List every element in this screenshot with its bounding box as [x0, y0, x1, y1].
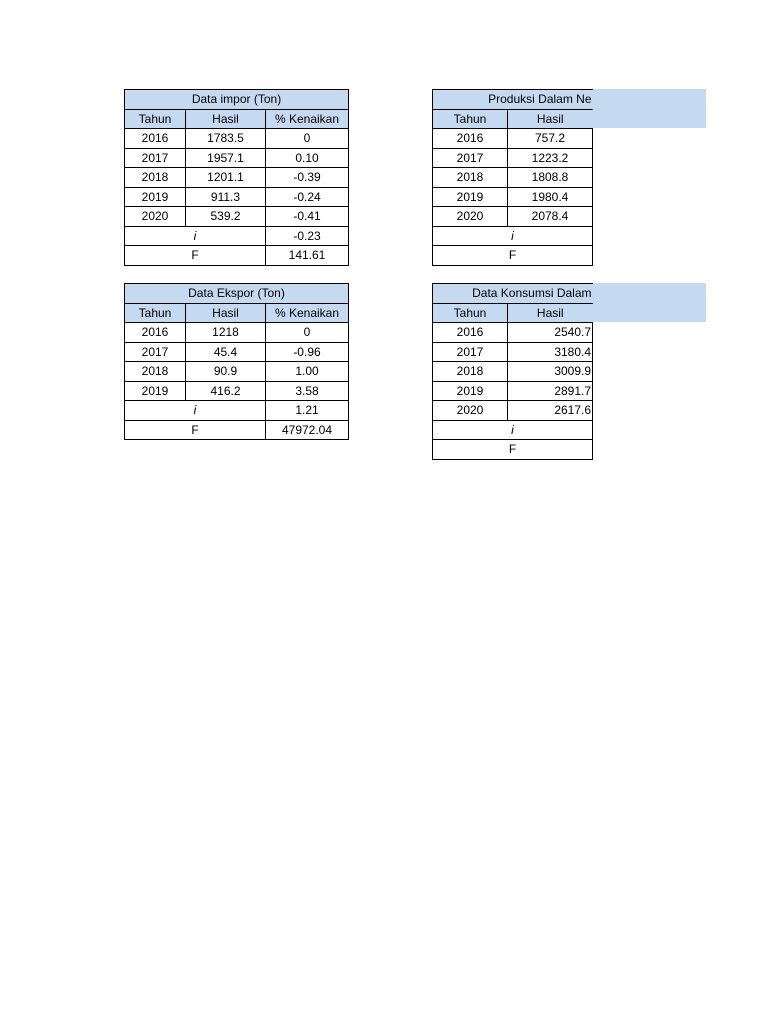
- table-row: [433, 207, 593, 227]
- column-header-tahun[interactable]: Tahun: [433, 303, 508, 323]
- cell-tahun[interactable]: 2017: [125, 148, 186, 168]
- table-title-row: [125, 90, 349, 110]
- cell-kenaikan[interactable]: -0.41: [266, 207, 349, 227]
- i-row: [125, 226, 349, 246]
- column-header-hasil[interactable]: Hasil: [508, 303, 593, 323]
- cell-hasil[interactable]: 2617.6: [508, 401, 593, 421]
- cell-tahun[interactable]: 2016: [433, 323, 508, 343]
- i-row: [433, 226, 593, 246]
- column-header-hasil[interactable]: Hasil: [186, 109, 266, 129]
- f-value[interactable]: 47972.04: [266, 420, 349, 440]
- table-row: [433, 323, 593, 343]
- cell-tahun[interactable]: 2018: [433, 168, 508, 188]
- table-header-row: [125, 109, 349, 129]
- cell-kenaikan[interactable]: 0: [266, 323, 349, 343]
- i-label[interactable]: i: [125, 401, 266, 421]
- table-row: [125, 148, 349, 168]
- f-row: [125, 246, 349, 266]
- cell-tahun[interactable]: 2017: [433, 342, 508, 362]
- cell-hasil[interactable]: 1783.5: [186, 129, 266, 149]
- f-label[interactable]: F: [433, 246, 593, 266]
- cell-kenaikan[interactable]: 1.00: [266, 362, 349, 382]
- cell-tahun[interactable]: 2019: [125, 187, 186, 207]
- cell-hasil[interactable]: 3009.9: [508, 362, 593, 382]
- cell-tahun[interactable]: 2018: [433, 362, 508, 382]
- cell-hasil[interactable]: 90.9: [186, 362, 266, 382]
- column-header-hasil[interactable]: Hasil: [508, 109, 593, 129]
- column-header-kenaikan[interactable]: % Kenaikan: [266, 303, 349, 323]
- i-row: [125, 401, 349, 421]
- cell-hasil[interactable]: 1957.1: [186, 148, 266, 168]
- ekspor-table: [124, 283, 349, 440]
- produksi-header-fill: [592, 89, 706, 128]
- cell-kenaikan[interactable]: -0.96: [266, 342, 349, 362]
- f-row: [125, 420, 349, 440]
- column-header-tahun[interactable]: Tahun: [433, 109, 508, 129]
- cell-hasil[interactable]: 757.2: [508, 129, 593, 149]
- produksi-table: [432, 89, 593, 266]
- impor-table: [124, 89, 349, 266]
- table-row: [433, 129, 593, 149]
- cell-kenaikan[interactable]: -0.39: [266, 168, 349, 188]
- cell-hasil[interactable]: 1223.2: [508, 148, 593, 168]
- f-label[interactable]: F: [125, 246, 266, 266]
- table-row: [125, 129, 349, 149]
- table-header-row: [125, 303, 349, 323]
- i-value[interactable]: -0.23: [266, 226, 349, 246]
- i-row: [433, 420, 593, 440]
- cell-tahun[interactable]: 2016: [125, 129, 186, 149]
- produksi-title[interactable]: Produksi Dalam Ne: [433, 90, 593, 110]
- cell-tahun[interactable]: 2018: [125, 168, 186, 188]
- table-row: [433, 148, 593, 168]
- ekspor-title[interactable]: Data Ekspor (Ton): [125, 284, 349, 304]
- i-label[interactable]: i: [125, 226, 266, 246]
- table-row: [125, 168, 349, 188]
- konsumsi-table: [432, 283, 593, 460]
- cell-hasil[interactable]: 2078.4: [508, 207, 593, 227]
- cell-tahun[interactable]: 2020: [125, 207, 186, 227]
- cell-hasil[interactable]: 2891.7: [508, 381, 593, 401]
- table-header-row: [433, 303, 593, 323]
- table-row: [433, 381, 593, 401]
- cell-tahun[interactable]: 2019: [433, 381, 508, 401]
- cell-hasil[interactable]: 911.3: [186, 187, 266, 207]
- table-row: [125, 381, 349, 401]
- cell-hasil[interactable]: 1218: [186, 323, 266, 343]
- cell-tahun[interactable]: 2019: [433, 187, 508, 207]
- table-title-row: [433, 284, 593, 304]
- cell-tahun[interactable]: 2016: [125, 323, 186, 343]
- table-row: [125, 362, 349, 382]
- cell-hasil[interactable]: 45.4: [186, 342, 266, 362]
- cell-hasil[interactable]: 539.2: [186, 207, 266, 227]
- konsumsi-header-fill: [592, 283, 706, 322]
- i-value[interactable]: 1.21: [266, 401, 349, 421]
- i-label[interactable]: i: [433, 420, 593, 440]
- table-row: [433, 187, 593, 207]
- cell-tahun[interactable]: 2016: [433, 129, 508, 149]
- column-header-tahun[interactable]: Tahun: [125, 303, 186, 323]
- cell-hasil[interactable]: 416.2: [186, 381, 266, 401]
- table-row: [125, 207, 349, 227]
- table-title-row: [125, 284, 349, 304]
- cell-hasil[interactable]: 1808.8: [508, 168, 593, 188]
- cell-kenaikan[interactable]: 0.10: [266, 148, 349, 168]
- column-header-kenaikan[interactable]: % Kenaikan: [266, 109, 349, 129]
- table-row: [125, 187, 349, 207]
- table-row: [433, 401, 593, 421]
- table-title-row: [433, 90, 593, 110]
- table-row: [125, 323, 349, 343]
- cell-kenaikan[interactable]: -0.24: [266, 187, 349, 207]
- cell-hasil[interactable]: 1980.4: [508, 187, 593, 207]
- impor-title[interactable]: Data impor (Ton): [125, 90, 349, 110]
- table-header-row: [433, 109, 593, 129]
- i-label[interactable]: i: [433, 226, 593, 246]
- f-row: [433, 440, 593, 460]
- column-header-hasil[interactable]: Hasil: [186, 303, 266, 323]
- cell-tahun[interactable]: 2017: [433, 148, 508, 168]
- cell-hasil[interactable]: 2540.7: [508, 323, 593, 343]
- cell-kenaikan[interactable]: 0: [266, 129, 349, 149]
- cell-tahun[interactable]: 2020: [433, 401, 508, 421]
- f-row: [433, 246, 593, 266]
- table-row: [433, 362, 593, 382]
- cell-tahun[interactable]: 2017: [125, 342, 186, 362]
- konsumsi-title[interactable]: Data Konsumsi Dalam: [433, 284, 593, 304]
- f-value[interactable]: 141.61: [266, 246, 349, 266]
- column-header-tahun[interactable]: Tahun: [125, 109, 186, 129]
- cell-kenaikan[interactable]: 3.58: [266, 381, 349, 401]
- cell-tahun[interactable]: 2020: [433, 207, 508, 227]
- cell-tahun[interactable]: 2018: [125, 362, 186, 382]
- cell-tahun[interactable]: 2019: [125, 381, 186, 401]
- cell-hasil[interactable]: 3180.4: [508, 342, 593, 362]
- table-row: [125, 342, 349, 362]
- cell-hasil[interactable]: 1201.1: [186, 168, 266, 188]
- table-row: [433, 168, 593, 188]
- f-label[interactable]: F: [433, 440, 593, 460]
- f-label[interactable]: F: [125, 420, 266, 440]
- table-row: [433, 342, 593, 362]
